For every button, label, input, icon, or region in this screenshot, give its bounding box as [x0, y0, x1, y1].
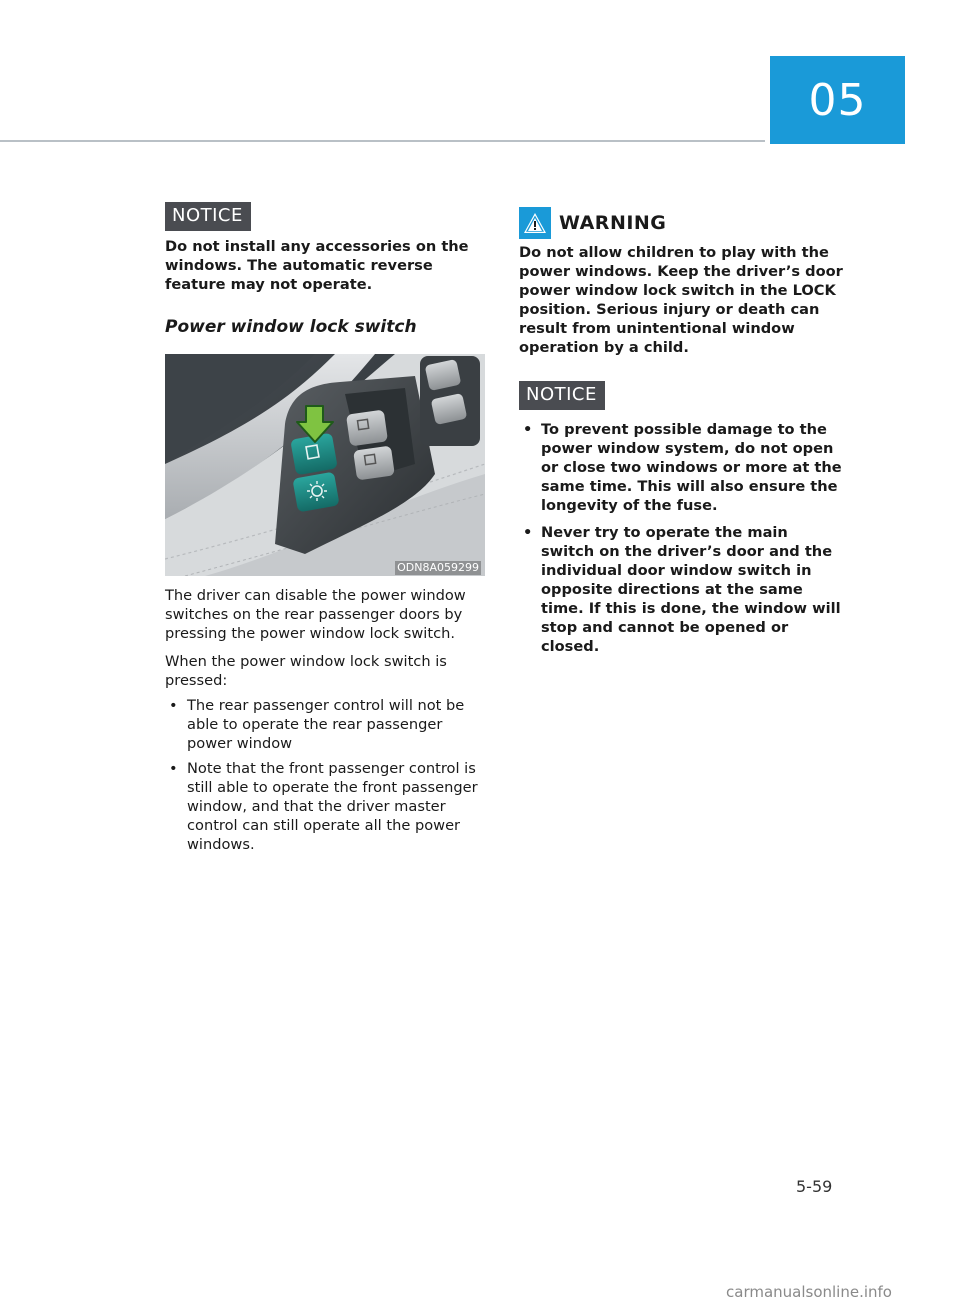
notice-box: [165, 202, 490, 294]
list-item: [165, 696, 490, 753]
paragraph-when-pressed: When the power window lock switch is pressed:: [165, 653, 447, 689]
warning-icon: [519, 207, 551, 239]
chapter-number: 05: [808, 74, 867, 126]
list-item-text: Note that the front passenger control is still able to operate the front passenger window, and that the driver master control can still operate all the power windows.: [187, 760, 478, 853]
list-item-text: Never try to operate the main switch on the driver’s door and the individual door window switch in opposite directions at the same time. If this is done, the window will stop and cannot be opened or closed.: [541, 524, 841, 655]
warning-header: [519, 207, 844, 239]
warning-title: WARNING: [559, 212, 667, 234]
page-number: 5-59: [796, 1177, 833, 1196]
list-item-text: The rear passenger control will not be able to operate the rear passenger power window: [187, 697, 465, 752]
left-column: [165, 202, 490, 860]
notice-text: Do not install any accessories on the windows. The automatic reverse feature may not operate.: [165, 238, 469, 293]
warning-text: Do not allow children to play with the power windows. Keep the driver’s door power window lock switch in the LOCK position. Serious injury or death can result from unintentional window operation by a child.: [519, 244, 843, 356]
bullet-icon: •: [169, 697, 178, 714]
list-item: [165, 759, 490, 854]
power-window-lock-figure: [165, 354, 485, 576]
notice-box-right: [519, 381, 844, 656]
notice-list: [519, 420, 844, 656]
list-item: [519, 523, 844, 656]
figure-code: ODN8A059299: [397, 561, 479, 574]
chapter-tab: [770, 56, 905, 144]
bullet-icon: •: [523, 421, 533, 438]
watermark-text: carmanualsonline.info: [726, 1283, 892, 1301]
list-item-text: To prevent possible damage to the power window system, do not open or close two windows or more at the same time. This will also ensure the longevity of the fuse.: [541, 421, 842, 514]
section-title: Power window lock switch: [165, 317, 417, 337]
bullet-icon: •: [169, 760, 178, 777]
notice-badge: NOTICE: [165, 202, 251, 231]
rear-window-switch: [353, 446, 395, 481]
right-column: [519, 207, 844, 662]
bullet-icon: •: [523, 524, 533, 541]
header-rule: [0, 140, 765, 142]
door-switch-illustration: [165, 354, 485, 576]
warning-box: [519, 207, 844, 357]
list-item: [519, 420, 844, 515]
notice-badge: NOTICE: [519, 381, 605, 410]
lock-effects-list: [165, 696, 490, 854]
front-window-switch: [346, 410, 388, 447]
paragraph-disable: The driver can disable the power window switches on the rear passenger doors by pressing the power window lock switch.: [165, 587, 466, 642]
